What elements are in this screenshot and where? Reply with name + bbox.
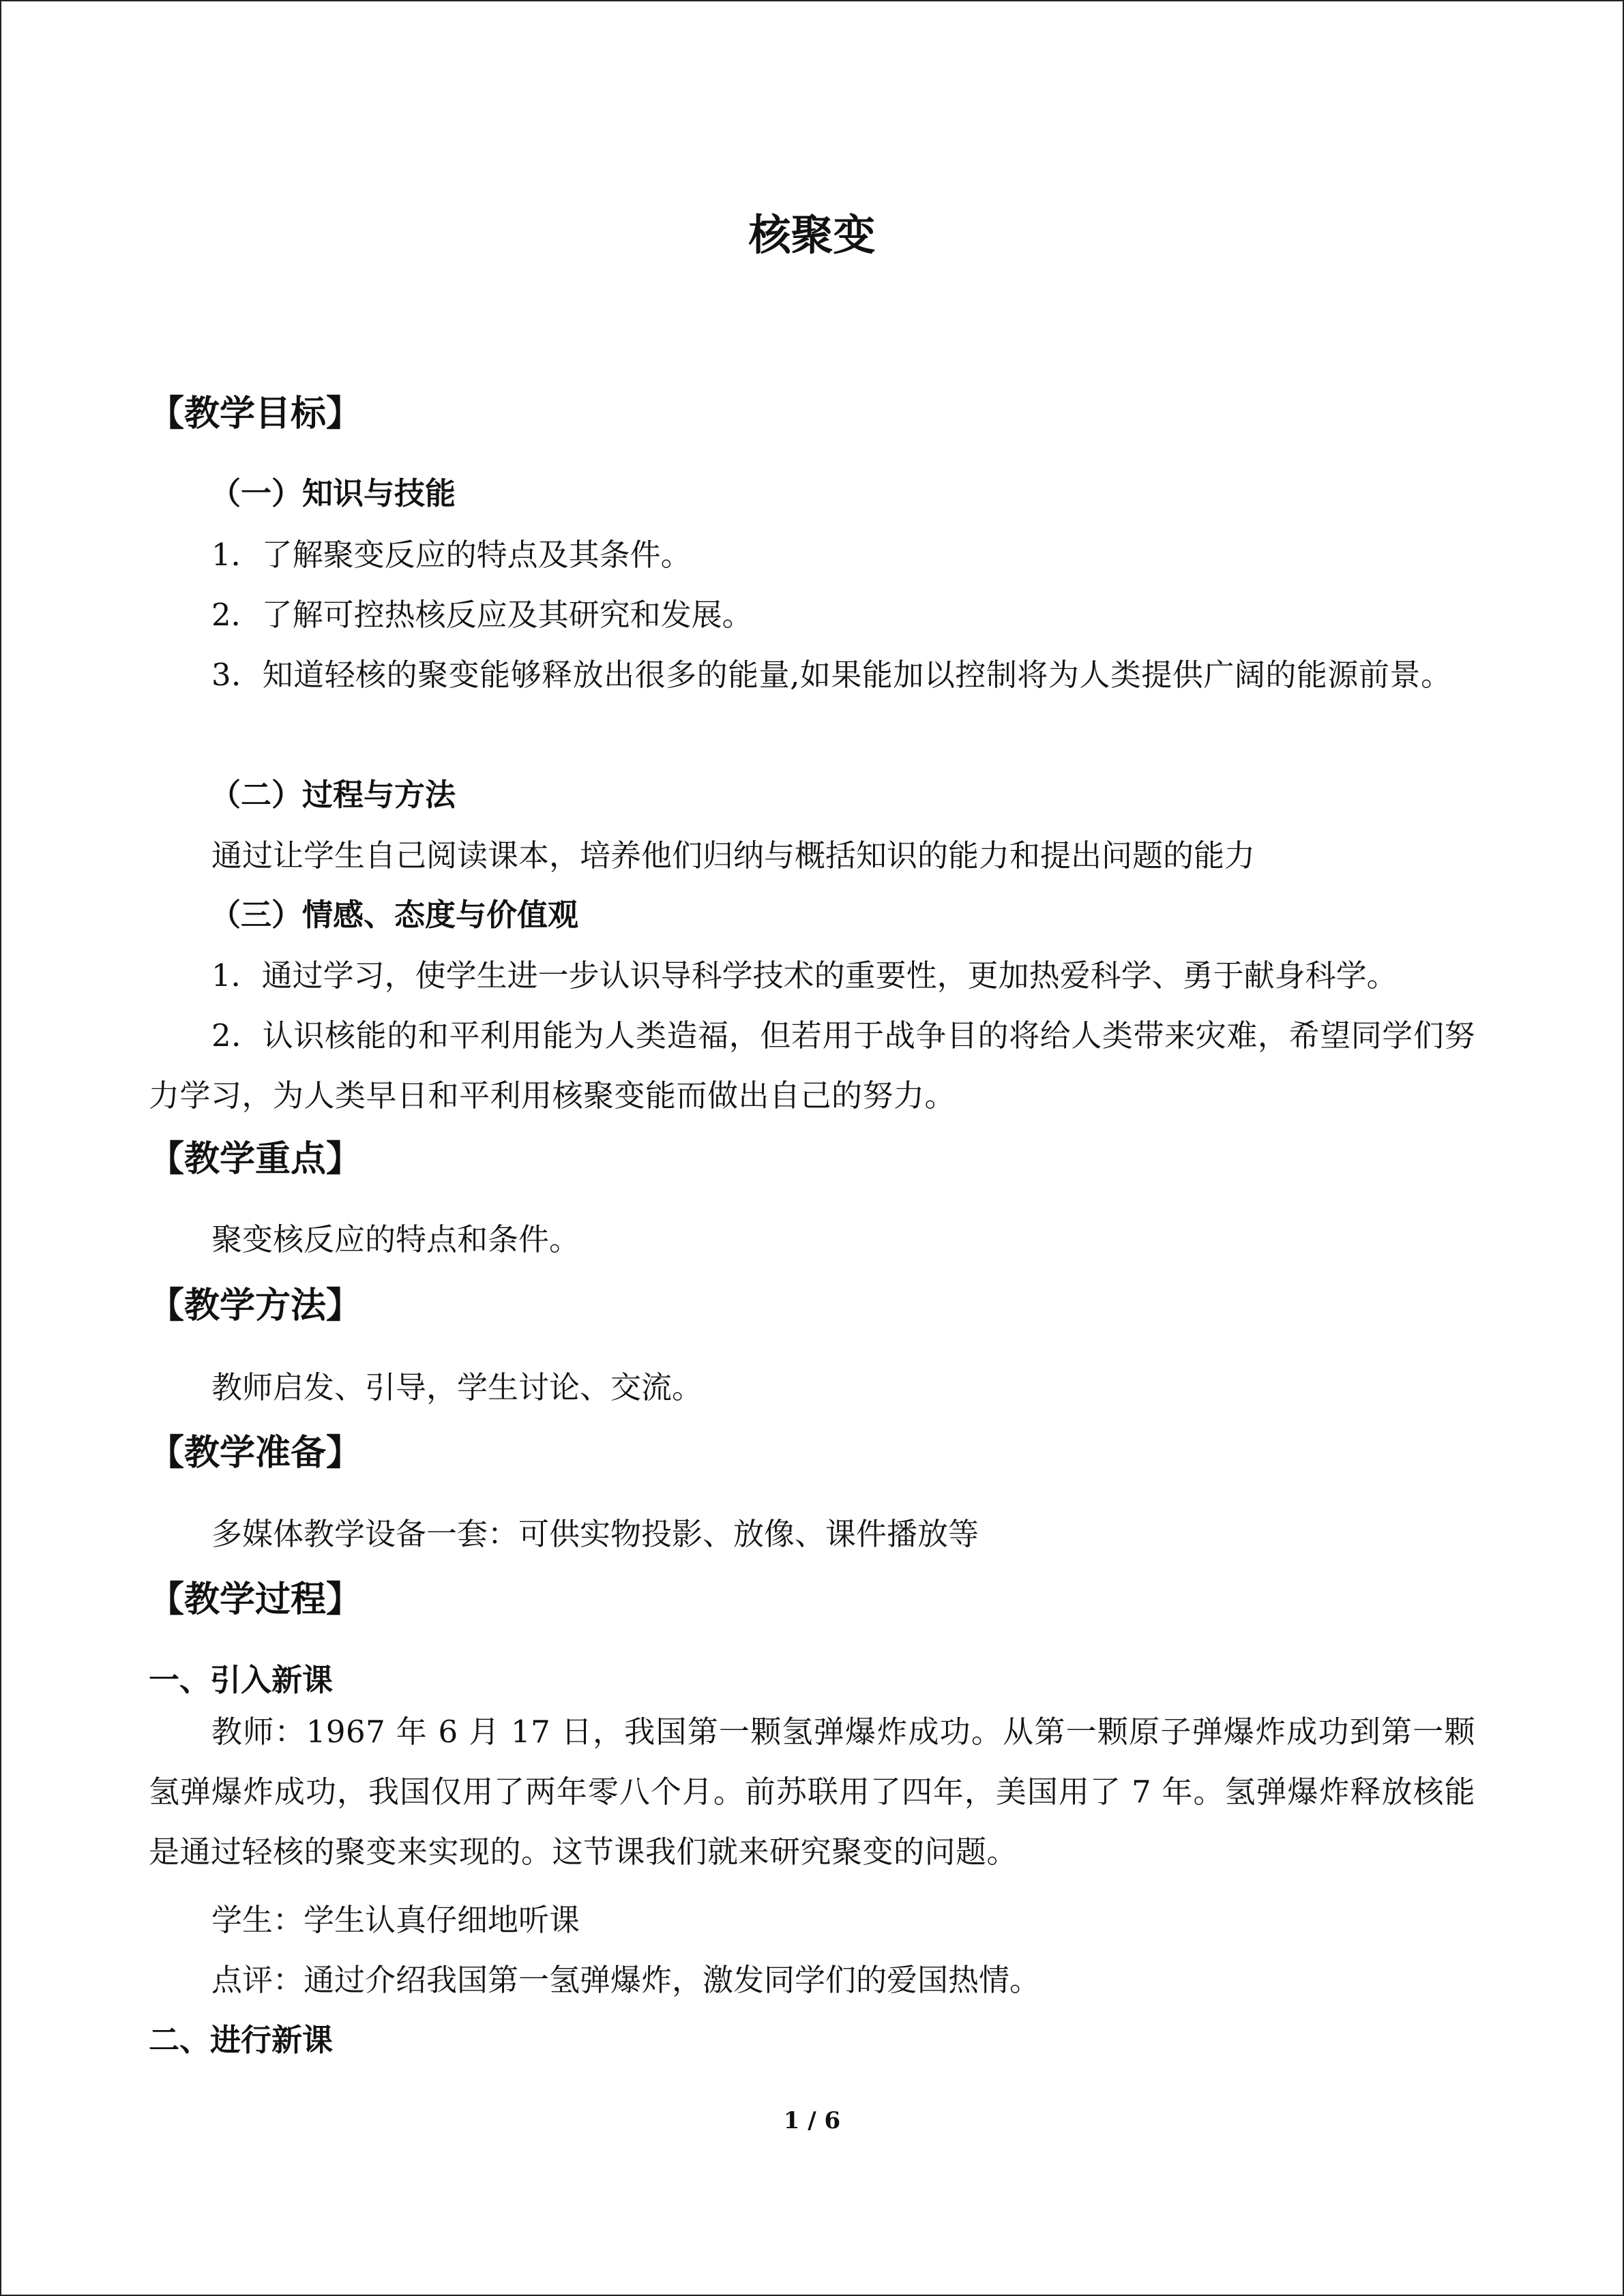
subheading-process: （二）过程与方法	[210, 777, 456, 813]
heading-objectives: 【教学目标】	[149, 393, 362, 434]
subheading-knowledge: （一）知识与技能	[210, 475, 456, 511]
heading-preparation: 【教学准备】	[149, 1433, 362, 1474]
page-indicator: 1 / 6	[783, 2107, 841, 2134]
subheading-values: （三）情感、态度与价值观	[210, 897, 579, 933]
values-item-1: 1．通过学习，使学生进一步认识导科学技术的重要性，更加热爱科学、勇于献身科学。	[211, 957, 1398, 994]
knowledge-item-1: 1．了解聚变反应的特点及其条件。	[211, 537, 692, 573]
key-points-text: 聚变核反应的特点和条件。	[211, 1221, 580, 1257]
knowledge-item-2: 2．了解可控热核反应及其研究和发展。	[211, 597, 753, 633]
process-text: 通过让学生自己阅读课本，培养他们归纳与概括知识的能力和提出问题的能力	[211, 837, 1256, 874]
methods-text: 教师启发、引导，学生讨论、交流。	[211, 1369, 703, 1405]
heading-methods: 【教学方法】	[149, 1285, 362, 1326]
values-item-2: 2．认识核能的和平利用能为人类造福，但若用于战争目的将给人类带来灾难，希望同学们努力学习，为人类早日和平利用核聚变能而做出自己的努力。	[149, 1017, 1475, 1114]
heading-key-points: 【教学重点】	[149, 1139, 362, 1180]
document-title: 核聚变	[748, 210, 876, 260]
heading-teaching-process: 【教学过程】	[149, 1579, 362, 1620]
intro-student-text: 学生：学生认真仔细地听课	[211, 1902, 580, 1938]
intro-teacher-text: 教师：1967 年 6 月 17 日，我国第一颗氢弹爆炸成功。从第一颗原子弹爆炸成功到第一颗氢弹爆炸成功，我国仅用了两年零八个月。前苏联用了四年，美国用了 7 年。氢弹爆炸释放核能是通过轻核的聚变来实现的。这节课我们就来研究聚变的问题。	[149, 1714, 1475, 1870]
knowledge-item-3: 3．知道轻核的聚变能够释放出很多的能量,如果能加以控制将为人类提供广阔的能源前景。	[211, 657, 1452, 693]
section-intro-heading: 一、引入新课	[149, 1662, 334, 1698]
preparation-text: 多媒体教学设备一套：可供实物投影、放像、课件播放等	[211, 1516, 979, 1552]
intro-comment-text: 点评：通过介绍我国第一氢弹爆炸，激发同学们的爱国热情。	[211, 1962, 1041, 1998]
section-new-lesson-heading: 二、进行新课	[149, 2022, 334, 2058]
